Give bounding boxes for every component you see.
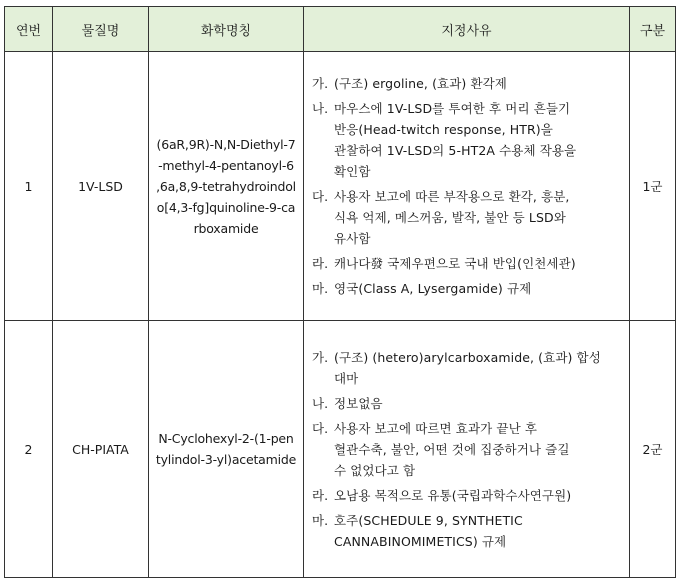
- reason-text: [334, 418, 623, 481]
- chemical-line: N-Cyclohexyl-2-(1-pen: [158, 431, 294, 446]
- reason-line: 반응(Head-twitch response, HTR)을: [334, 122, 553, 137]
- reason-marker: 라.: [312, 487, 329, 503]
- header-reason: 지정사유: [304, 7, 630, 52]
- reason-marker: 다.: [312, 420, 329, 436]
- chemical-name: [149, 321, 304, 578]
- reason-line: CANNABINOMIMETICS) 규제: [334, 533, 507, 549]
- reason-line: 호주(SCHEDULE 9, SYNTHETIC: [334, 512, 523, 528]
- reason-text: [334, 347, 623, 389]
- reason-text: [334, 278, 623, 299]
- reason-line: 사용자 보고에 따르면 효과가 끝난 후: [334, 420, 537, 436]
- reason-text: [334, 253, 623, 274]
- substance-name: CH-PIATA: [53, 321, 149, 578]
- reason-line: 식욕 억제, 메스꺼움, 발작, 불안 등 LSD와: [334, 210, 566, 225]
- reason-text: [334, 73, 623, 94]
- reason-marker: 나.: [312, 101, 329, 116]
- reason-line: 대마: [334, 370, 359, 386]
- header-category: 구분: [630, 7, 676, 52]
- reason-line: (구조) (hetero)arylcarboxamide, (효과) 합성: [334, 349, 601, 365]
- table-row: [5, 52, 676, 321]
- designation-reasons: [304, 321, 630, 578]
- reason-line: 관찰하여 1V-LSD의 5-HT2A 수용체 작용을: [334, 143, 577, 158]
- reason-item: [312, 73, 623, 94]
- chemical-line: o[4,3-fg]quinoline-9-ca: [156, 199, 296, 215]
- reason-marker: 마.: [312, 281, 329, 296]
- header-substance: 물질명: [53, 7, 149, 52]
- substance-name: 1V-LSD: [53, 52, 149, 321]
- reason-item: [312, 510, 623, 552]
- row-no: 1: [5, 52, 53, 321]
- category-value: 2군: [630, 321, 676, 578]
- reason-marker: 나.: [312, 395, 329, 411]
- reason-item: [312, 418, 623, 481]
- reason-item: [312, 485, 623, 506]
- chemical-line: ,6a,8,9-tetrahydroindol: [156, 178, 296, 194]
- reason-item: [312, 98, 623, 182]
- reason-marker: 라.: [312, 256, 329, 271]
- reason-marker: 다.: [312, 189, 329, 204]
- reason-line: 확인함: [334, 164, 371, 179]
- chemical-line: (6aR,9R)-N,N-Diethyl-7: [156, 136, 296, 152]
- reason-line: (구조) ergoline, (효과) 환각제: [334, 76, 507, 91]
- reason-marker: 가.: [312, 349, 329, 365]
- reason-line: 캐나다發 국제우편으로 국내 반입(인천세관): [334, 256, 576, 271]
- reason-line: 정보없음: [334, 395, 383, 411]
- header-chemical: 화학명칭: [149, 7, 304, 52]
- reason-text: [334, 393, 623, 414]
- reason-item: [312, 393, 623, 414]
- header-row: [5, 7, 676, 52]
- reason-item: [312, 278, 623, 299]
- designation-reasons: [304, 52, 630, 321]
- reason-line: 혈관수축, 불안, 어떤 것에 집중하거나 즐길: [334, 441, 570, 457]
- chemical-line: -methyl-4-pentanoyl-6: [158, 157, 294, 173]
- reason-text: [334, 98, 623, 182]
- reason-marker: 마.: [312, 512, 329, 528]
- chemical-name: [149, 52, 304, 321]
- chemical-line: rboxamide: [193, 220, 259, 236]
- reason-text: [334, 510, 623, 552]
- reason-line: 마우스에 1V-LSD를 투여한 후 머리 흔들기: [334, 101, 571, 116]
- reason-line: 유사함: [334, 231, 371, 246]
- reason-item: [312, 347, 623, 389]
- category-value: 1군: [630, 52, 676, 321]
- reason-line: 오남용 목적으로 유통(국립과학수사연구원): [334, 487, 572, 503]
- reason-line: 수 없었다고 함: [334, 462, 416, 478]
- chemical-line: tylindol-3-yl)acetamide: [155, 452, 297, 467]
- row-no: 2: [5, 321, 53, 578]
- designation-table: [4, 6, 675, 552]
- reason-item: [312, 253, 623, 274]
- header-no: 연번: [5, 7, 53, 52]
- reason-line: 영국(Class A, Lysergamide) 규제: [334, 281, 532, 296]
- reason-marker: 가.: [312, 76, 329, 91]
- reason-line: 사용자 보고에 따른 부작용으로 환각, 흥분,: [334, 189, 570, 204]
- table-row: [5, 321, 676, 578]
- reason-text: [334, 186, 623, 249]
- reason-text: [334, 485, 623, 506]
- reason-item: [312, 186, 623, 249]
